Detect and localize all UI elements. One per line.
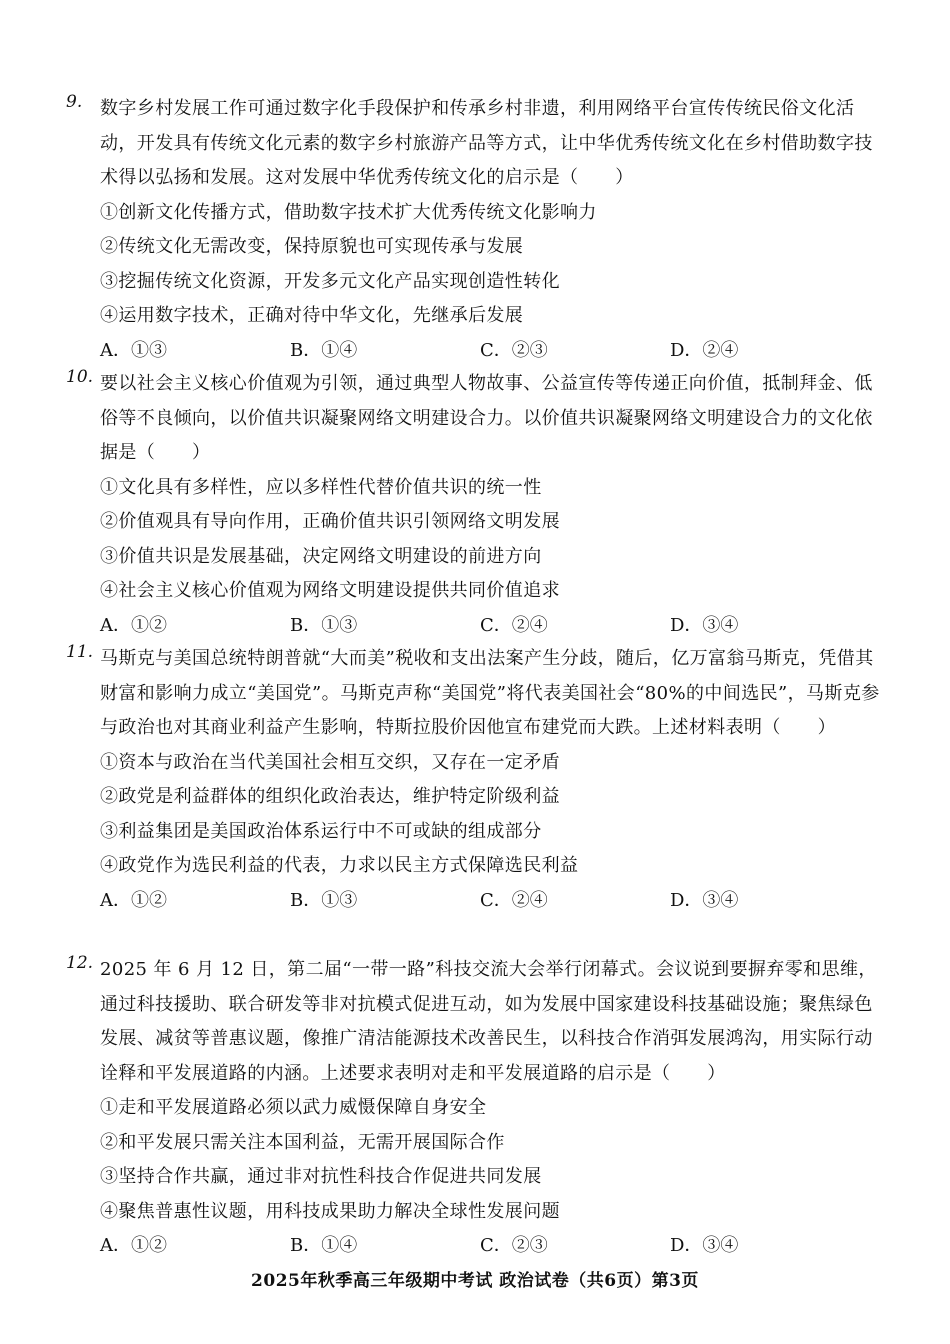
question-stem: 马斯克与美国总统特朗普就“大而美”税收和支出法案产生分歧，随后，亿万富翁马斯克，凭借其财富和影响力成立“美国党”。马斯克声称“美国党”将代表美国社会“80%的中间选民”，马斯克参与政治也对其商业利益产生影响，特斯拉股价因他宣布建党而大跌。上述材料表明（ ） <box>100 648 880 738</box>
option-2: ②传统文化无需改变，保持原貌也可实现传承与发展 <box>100 236 524 257</box>
choice-b[interactable]: B．①③ <box>290 889 358 911</box>
choice-d[interactable]: D．③④ <box>670 1235 739 1256</box>
question-number: 12. <box>66 953 94 973</box>
choice-c[interactable]: C．②③ <box>480 339 548 361</box>
question-stem: 2025 年 6 月 12 日，第二届“一带一路”科技交流大会举行闭幕式。会议说到要摒弃零和思维，通过科技援助、联合研发等非对抗模式促进互动，如为发展中国家建设科技基础设施；聚焦绿色发展、减贫等普惠议题，像推广清洁能源技术改善民生，以科技合作消弭发展鸿沟，用实际行动诠释和平发展道路的内涵。上述要求表明对走和平发展道路的启示是（ ） <box>100 959 877 1084</box>
choice-d[interactable]: D．③④ <box>670 614 739 636</box>
option-4: ④运用数字技术，正确对待中华文化，先继承后发展 <box>100 305 524 326</box>
question-stem: 数字乡村发展工作可通过数字化手段保护和传承乡村非遗，利用网络平台宣传传统民俗文化活动，开发具有传统文化元素的数字乡村旅游产品等方式，让中华优秀传统文化在乡村借助数字技术得以弘扬和发展。这对发展中华优秀传统文化的启示是（ ） <box>100 98 873 188</box>
option-1: ①走和平发展道路必须以武力威慑保障自身安全 <box>100 1097 487 1118</box>
choice-d[interactable]: D．②④ <box>670 339 739 361</box>
choice-c[interactable]: C．②③ <box>480 1235 548 1256</box>
choice-c[interactable]: C．②④ <box>480 614 548 636</box>
option-4: ④政党作为选民利益的代表，力求以民主方式保障选民利益 <box>100 855 579 876</box>
question-number: 9. <box>66 92 83 112</box>
option-4: ④聚焦普惠性议题，用科技成果助力解决全球性发展问题 <box>100 1200 560 1222</box>
choice-a[interactable]: A．①② <box>100 1235 167 1256</box>
question-11 <box>66 642 890 918</box>
choice-d[interactable]: D．③④ <box>670 889 739 911</box>
option-3: ③坚持合作共赢，通过非对抗性科技合作促进共同发展 <box>100 1166 542 1187</box>
option-3: ③挖掘传统文化资源，开发多元文化产品实现创造性转化 <box>100 270 560 292</box>
option-3: ③利益集团是美国政治体系运行中不可或缺的组成部分 <box>100 820 542 842</box>
option-4: ④社会主义核心价值观为网络文明建设提供共同价值追求 <box>100 580 560 601</box>
option-2: ②价值观具有导向作用，正确价值共识引领网络文明发展 <box>100 511 560 532</box>
option-1: ①文化具有多样性，应以多样性代替价值共识的统一性 <box>100 476 542 498</box>
choice-c[interactable]: C．②④ <box>480 889 548 911</box>
choice-b[interactable]: B．①④ <box>290 339 358 361</box>
question-stem: 要以社会主义核心价值观为引领，通过典型人物故事、公益宣传等传递正向价值，抵制拜金、低俗等不良倾向，以价值共识凝聚网络文明建设合力。以价值共识凝聚网络文明建设合力的文化依据是（ ） <box>100 373 873 463</box>
answer-choices <box>100 609 890 644</box>
answer-choices <box>100 1229 890 1264</box>
question-9 <box>66 92 890 368</box>
choice-b[interactable]: B．①③ <box>290 614 358 636</box>
question-10 <box>66 367 890 643</box>
answer-choices <box>100 884 890 919</box>
page-footer: 2025年秋季高三年级期中考试 政治试卷（共6页）第3页 <box>251 1271 699 1291</box>
choice-a[interactable]: A．①③ <box>100 339 167 361</box>
question-12 <box>66 953 890 1264</box>
option-3: ③价值共识是发展基础，决定网络文明建设的前进方向 <box>100 545 542 567</box>
question-number: 10. <box>66 367 94 387</box>
option-1: ①资本与政治在当代美国社会相互交织，又存在一定矛盾 <box>100 751 560 773</box>
option-2: ②和平发展只需关注本国利益，无需开展国际合作 <box>100 1131 505 1153</box>
choice-a[interactable]: A．①② <box>100 614 167 636</box>
answer-choices <box>100 334 890 369</box>
question-number: 11. <box>66 642 94 662</box>
choice-b[interactable]: B．①④ <box>290 1235 358 1256</box>
option-2: ②政党是利益群体的组织化政治表达，维护特定阶级利益 <box>100 786 560 807</box>
choice-a[interactable]: A．①② <box>100 889 167 911</box>
option-1: ①创新文化传播方式，借助数字技术扩大优秀传统文化影响力 <box>100 201 597 223</box>
